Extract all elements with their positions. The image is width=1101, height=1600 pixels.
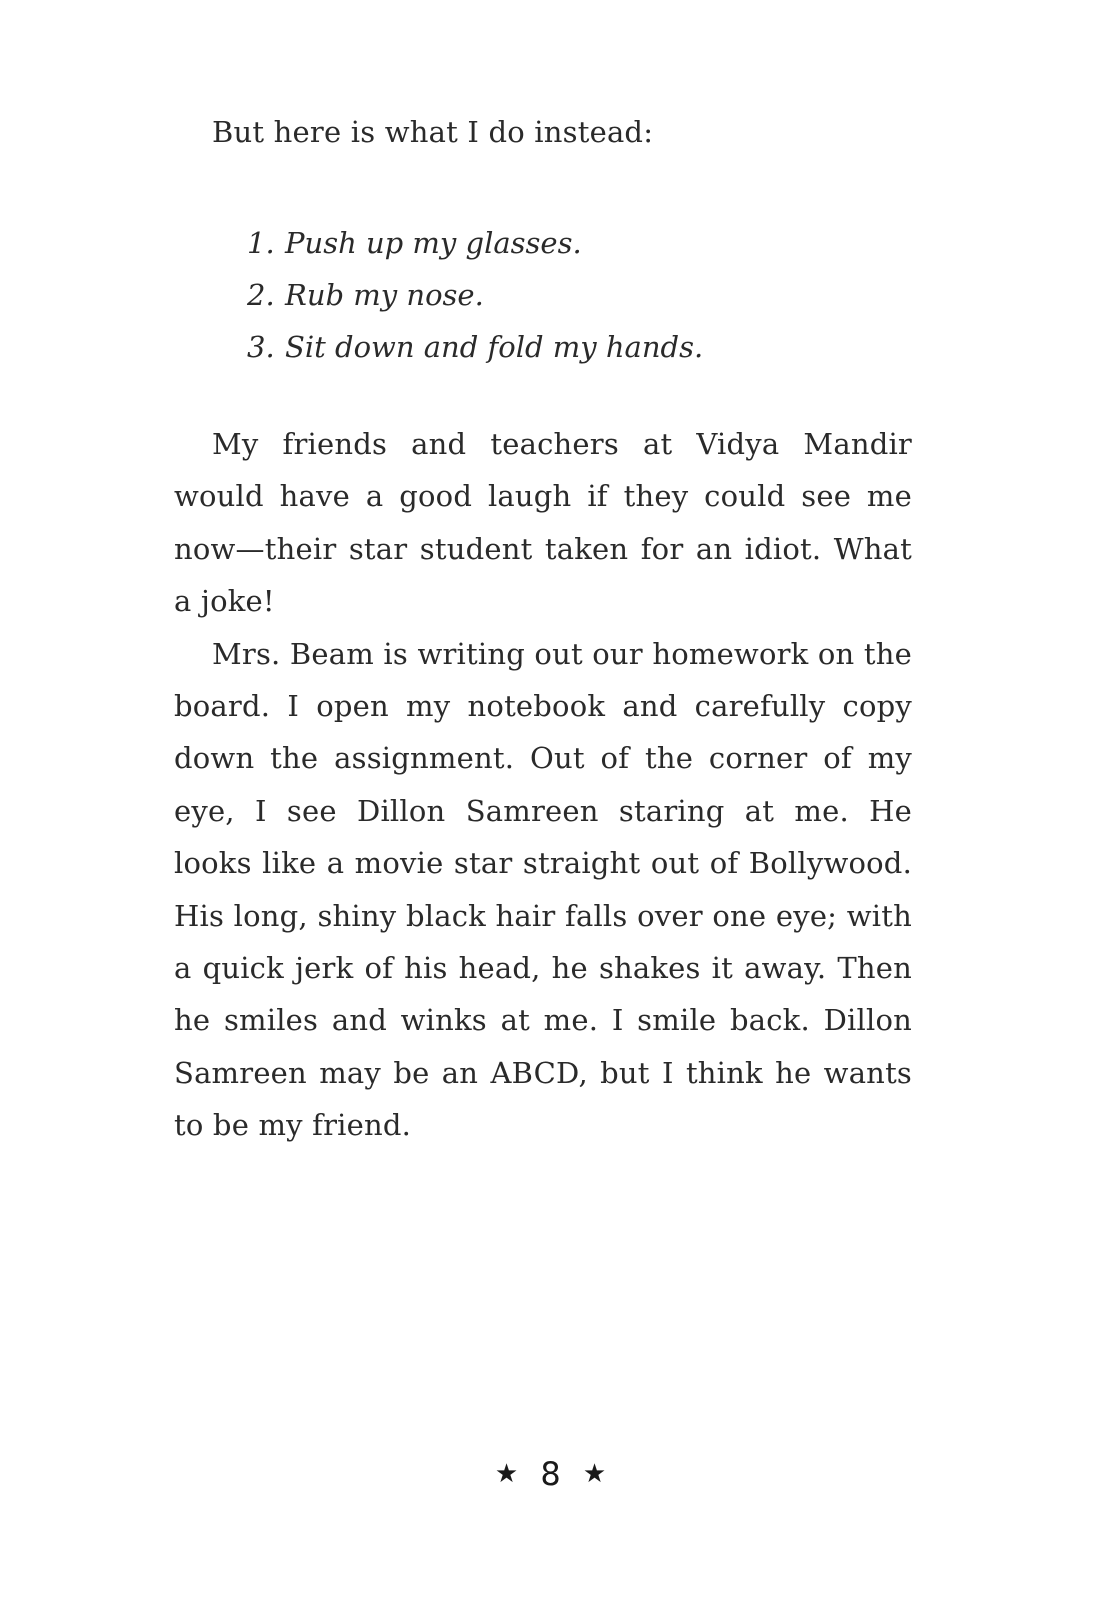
intro-line: But here is what I do instead: xyxy=(212,115,654,149)
paragraph: Mrs. Beam is writing out our homework on the board. I open my notebook and carefully copy down the assignment. Out of the corner of my eye, I see Dillon Samreen staring at me. He looks like a movie star straight out of Bollywood. His long, shiny black hair falls over one eye; with a quick jerk of his head, he shakes it away. Then he smiles and winks at me. I smile back. Dillon Samreen may be an ABCD, but I think he wants to be my friend. xyxy=(174,636,912,1143)
list-item-text: Sit down and fold my hands. xyxy=(285,330,704,364)
body-text xyxy=(174,418,912,1152)
page-number: 8 xyxy=(540,1455,561,1493)
list-item-number: 1. xyxy=(247,226,275,260)
list-item-text: Push up my glasses. xyxy=(285,226,582,260)
star-icon: ★ xyxy=(494,1459,519,1489)
paragraph: My friends and teachers at Vidya Mandir would have a good laugh if they could see me now—their star student taken for an idiot. What a joke! xyxy=(174,427,912,619)
list-item-number: 3. xyxy=(247,330,275,364)
list-item xyxy=(247,217,703,269)
list-item xyxy=(247,269,703,321)
list-item-text: Rub my nose. xyxy=(285,278,484,312)
list-item-number: 2. xyxy=(247,278,275,312)
star-icon: ★ xyxy=(582,1459,607,1489)
list-item xyxy=(247,321,703,373)
numbered-list xyxy=(247,217,703,373)
page-footer xyxy=(0,1455,1101,1493)
